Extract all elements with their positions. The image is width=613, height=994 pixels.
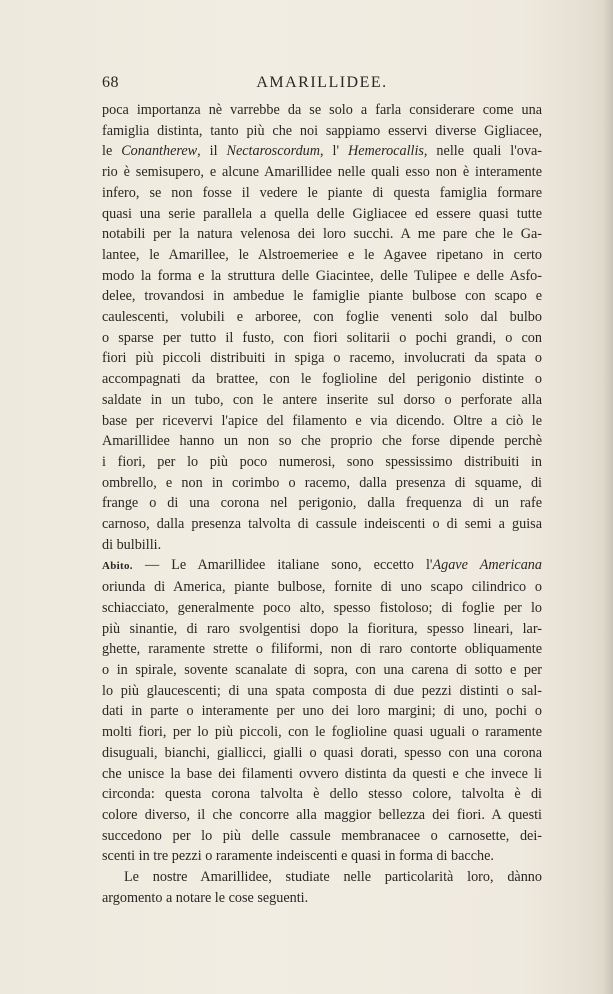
text-line: base per ricevervi l'apice del filamento e via dicendo. Oltre a ciò le [102, 412, 542, 429]
text-line: delee, trovandosi in ambedue le famiglie piante bulbose con scapo e [102, 288, 542, 305]
body-text [102, 100, 542, 908]
text-line: notabili per la natura velenosa dei loro succhi. A me pare che le Ga- [102, 226, 542, 243]
text-line: saldate in un tubo, con le antere inserite sul dorso o perforate alla [102, 391, 542, 408]
page-header [102, 74, 542, 96]
text-line: più sinantie, di raro svolgentisi dopo la fioritura, spesso lineari, lar- [102, 620, 542, 637]
side-heading: Abito. [102, 560, 133, 573]
text-line: molti fiori, per lo più piccoli, con le foglioline quasi uguali o raramente [102, 724, 542, 741]
text-line: fiori più piccoli distribuiti in spiga o racemo, involucrati da spata o [102, 350, 542, 367]
text-line: poca importanza nè varrebbe da se solo a farla considerare come una [102, 102, 542, 118]
text-line: accompagnati da brattee, con le foglioline del perigonio distinte o [102, 371, 542, 388]
text-line: circonda: questa corona talvolta è dello stesso colore, talvolta è di [102, 786, 542, 803]
page-edge-shadow [603, 0, 613, 994]
text-line: argomento a notare le cose seguenti. [102, 889, 309, 906]
text-line: oriunda di America, piante bulbose, fornite di uno scapo cilindrico o [102, 579, 542, 596]
text-line: colore diverso, il che concorre alla maggior bellezza dei fiori. A questi [102, 806, 542, 823]
text-line: rio è semisupero, e alcune Amarillidee nelle quali esso non è interamente [102, 164, 542, 181]
text-line: Le nostre Amarillidee, studiate nelle particolarità loro, dànno [124, 869, 542, 886]
text-line: dati in parte o interamente per uno dei loro margini; di uno, pochi o [102, 703, 542, 720]
text-line: disuguali, bianchi, giallicci, gialli o quasi dorati, spesso con una corona [102, 744, 542, 761]
text-line: o sparse per tutto il fusto, con fiori solitarii o pochi grandi, o con [102, 329, 542, 346]
text-line: famiglia distinta, tanto più che noi sappiamo esservi diverse Gigliacee, [102, 122, 542, 139]
text-line: succedono per lo più delle cassule membranacee o carnosette, dei- [102, 827, 542, 844]
page-number: 68 [102, 74, 119, 91]
text-line: le Conantherew, il Nectaroscordum, l' Hemerocallis, nelle quali l'ova- [102, 143, 542, 160]
paragraph-1 [102, 100, 542, 555]
paragraph-2-abito [102, 555, 542, 867]
running-title: AMARILLIDEE. [256, 74, 388, 91]
text-line: ghette, raramente strette o filiformi, non di raro contorte obliquamente [102, 641, 542, 658]
text-line: o in spirale, sovente scanalate di sopra, con una carena di sotto e per [102, 661, 542, 678]
text-line: ombrello, e non in corimbo o racemo, dalla presenza di squame, di [102, 474, 542, 491]
text-line: Amarillidee hanno un non so che proprio che forse dipende perchè [102, 433, 542, 450]
text-line: i fiori, per lo più poco numerosi, sono spessissimo distribuiti in [102, 453, 542, 470]
text-line: Abito. — Le Amarillidee italiane sono, eccetto l'Agave Americana [102, 557, 542, 574]
paragraph-3 [102, 867, 542, 908]
text-line: quasi una serie parallela a quella delle Gigliacee ed essere quasi tutte [102, 205, 542, 222]
text-line: lantee, le Amarillee, le Alstroemeriee e le Agavee ripetano in certo [102, 246, 542, 263]
text-line: infero, se non fosse il vedere le piante di questa famiglia formare [102, 184, 542, 201]
text-line: carnoso, dalla presenza talvolta di cassule indeiscenti o di semi a guisa [102, 516, 542, 533]
text-line: schiacciato, generalmente poco alto, spesso fistoloso; di foglie per lo [102, 599, 542, 616]
text-line: modo la forma e la struttura delle Giacintee, delle Tulipee e delle Asfo- [102, 267, 542, 284]
text-line: caulescenti, volubili e arboree, con foglie venenti solo dal bulbo [102, 309, 542, 326]
text-line: scenti in tre pezzi o raramente indeiscenti e quasi in forma di bacche. [102, 848, 494, 865]
text-line: che unisce la base dei filamenti ovvero distinta da questi e che invece li [102, 765, 542, 782]
text-line: di bulbilli. [102, 536, 162, 553]
text-line: frange o di una corona nel perigonio, dalla frequenza di un rafe [102, 495, 542, 512]
text-line: lo più glaucescenti; di una spata composta di due pezzi distinti o sal- [102, 682, 542, 699]
